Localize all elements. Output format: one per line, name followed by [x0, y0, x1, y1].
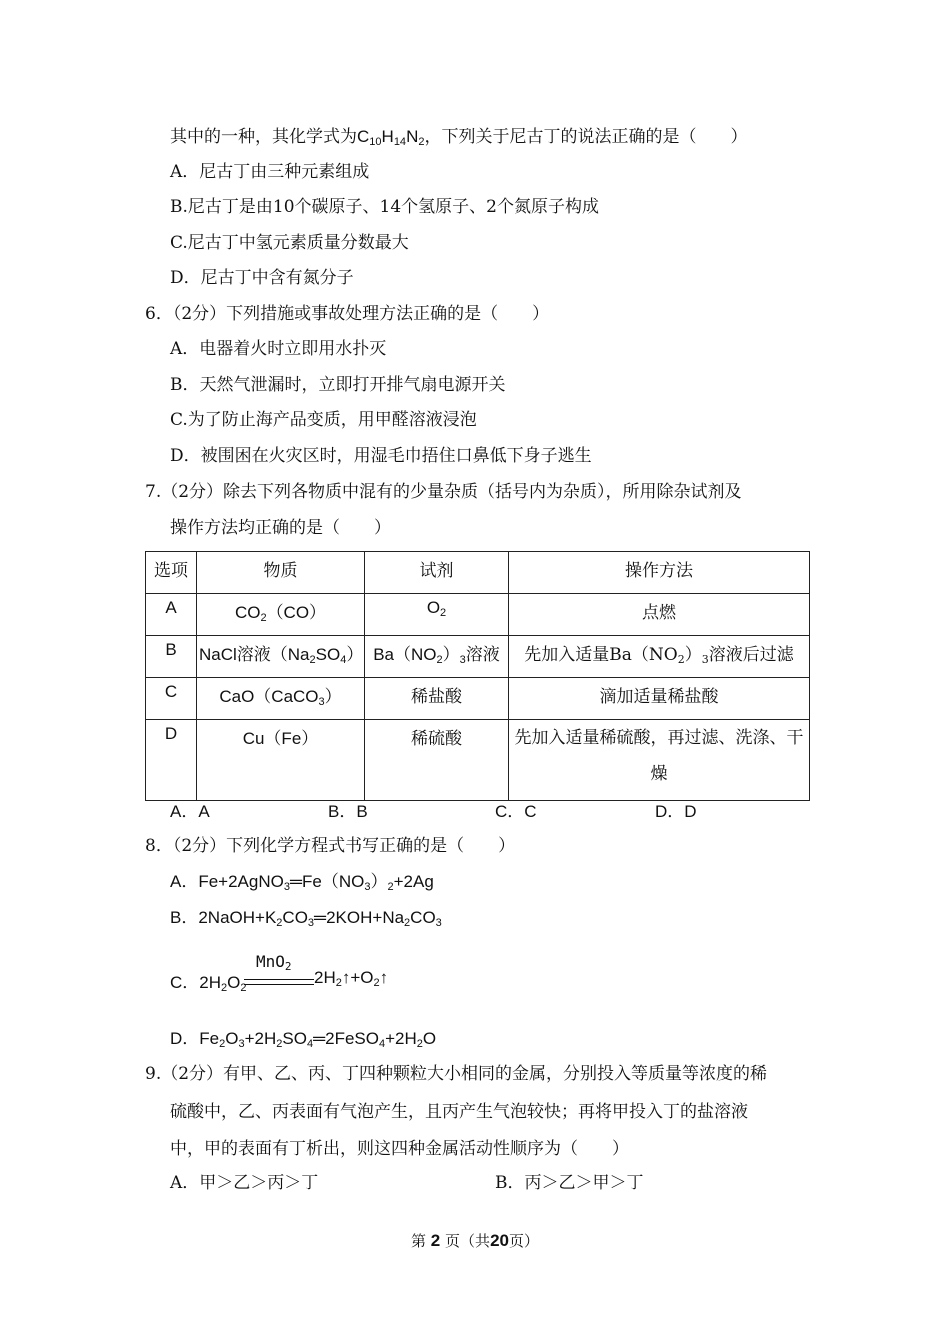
- q6-stem: 6．（2分）下列措施或事故处理方法正确的是（ ）: [145, 304, 550, 324]
- q8-option-d: D．$Fe_2O_3+2H_2SO_4═2FeSO_4+2H_2O$: [170, 1029, 437, 1050]
- q5-option-a: A．尼古丁由三种元素组成: [170, 162, 370, 182]
- q5-option-c: C.尼古丁中氢元素质量分数最大: [170, 233, 409, 253]
- q8-stem: 8．（2分）下列化学方程式书写正确的是（ ）: [145, 836, 516, 856]
- row-method: 先加入适量$Ba(NO_2)_3$溶液后过滤: [509, 636, 810, 678]
- table-row: [146, 678, 810, 720]
- q9-stem-line1: 9.（2分）有甲、乙、丙、丁四种颗粒大小相同的金属，分别投入等质量等浓度的稀: [145, 1064, 768, 1084]
- row-option: B: [146, 636, 197, 678]
- catalyst-label: MnO$_2$: [256, 952, 292, 973]
- row-reagent: $Ba(NO_2)_3$溶液: [365, 636, 509, 678]
- q5-stem-text: 其中的一种，其化学式为: [170, 127, 357, 147]
- row-reagent: $O_2$: [365, 594, 509, 636]
- q7-answer-b: B．B: [328, 802, 368, 821]
- q5-option-b: B.尼古丁是由10个碳原子、14个氢原子、2个氮原子构成: [170, 197, 599, 217]
- page-footer: 第 2 页（共20页）: [411, 1231, 539, 1250]
- q7-stem-line1: 7.（2分）除去下列各物质中混有的少量杂质（括号内为杂质），所用除杂试剂及: [145, 482, 742, 502]
- q7-table: [145, 551, 810, 801]
- q6-option-d: D．被围困在火灾区时，用湿毛巾捂住口鼻低下身子逃生: [170, 446, 592, 466]
- header-method: 操作方法: [509, 552, 810, 594]
- row-option: A: [146, 594, 197, 636]
- q9-option-a: A．甲＞乙＞丙＞丁: [170, 1173, 319, 1193]
- table-row: [146, 594, 810, 636]
- q6-option-c: C.为了防止海产品变质，用甲醛溶液浸泡: [170, 410, 477, 430]
- header-reagent: 试剂: [365, 552, 509, 594]
- equals-arrow: [244, 979, 314, 985]
- q5-formula: $C_{10}H_{14}N_2$: [357, 127, 425, 148]
- row-option: D: [146, 720, 197, 801]
- header-option: 选项: [146, 552, 197, 594]
- row-substance: $CO_2(CO)$: [197, 594, 365, 636]
- row-reagent: 稀硫酸: [365, 720, 509, 801]
- row-substance: NaCl溶液$(Na_2SO_4)$: [197, 636, 365, 678]
- table-row: [146, 636, 810, 678]
- page-number: 2: [430, 1231, 441, 1250]
- q8-option-c: C．$2H_2O_2$ MnO$_2$ $2H_2↑+O_2↑$: [170, 952, 389, 994]
- q6-option-b: B．天然气泄漏时，立即打开排气扇电源开关: [170, 375, 506, 395]
- q9-stem-line3: 中，甲的表面有丁析出，则这四种金属活动性顺序为（ ）: [170, 1139, 629, 1159]
- row-substance: CaO（CaCO$_3$）: [197, 678, 365, 720]
- row-reagent: 稀盐酸: [365, 678, 509, 720]
- q7-answer-c: C．C: [495, 802, 537, 821]
- q9-option-b: B．丙＞乙＞甲＞丁: [495, 1173, 644, 1193]
- row-method: 先加入适量稀硫酸，再过滤、洗涤、干燥: [509, 720, 810, 801]
- table-row: [146, 720, 810, 801]
- row-substance: Cu（Fe）: [197, 720, 365, 801]
- header-substance: 物质: [197, 552, 365, 594]
- q5-stem: 其中的一种，其化学式为$C_{10}H_{14}N_2$，下列关于尼古丁的说法正确的是（ ）: [170, 127, 748, 148]
- q8-option-a: A．$Fe+2AgNO_3═Fe(NO_3)_2+2Ag$: [170, 872, 434, 893]
- q7-stem-line2: 操作方法均正确的是（ ）: [170, 518, 391, 538]
- q5-option-d: D．尼古丁中含有氮分子: [170, 268, 354, 288]
- row-method: 点燃: [509, 594, 810, 636]
- q7-answer-a: A．A: [170, 802, 210, 821]
- row-option: C: [146, 678, 197, 720]
- q7-answer-d: D．D: [655, 802, 697, 821]
- q8-option-b: B．$2NaOH+K_2CO_3═2KOH+Na_2CO_3$: [170, 908, 442, 929]
- q6-option-a: A．电器着火时立即用水扑灭: [170, 339, 387, 359]
- q9-stem-line2: 硫酸中，乙、丙表面有气泡产生，且丙产生气泡较快；再将甲投入丁的盐溶液: [170, 1102, 748, 1122]
- row-method: 滴加适量稀盐酸: [509, 678, 810, 720]
- total-pages: 20: [490, 1231, 509, 1250]
- table-header-row: [146, 552, 810, 594]
